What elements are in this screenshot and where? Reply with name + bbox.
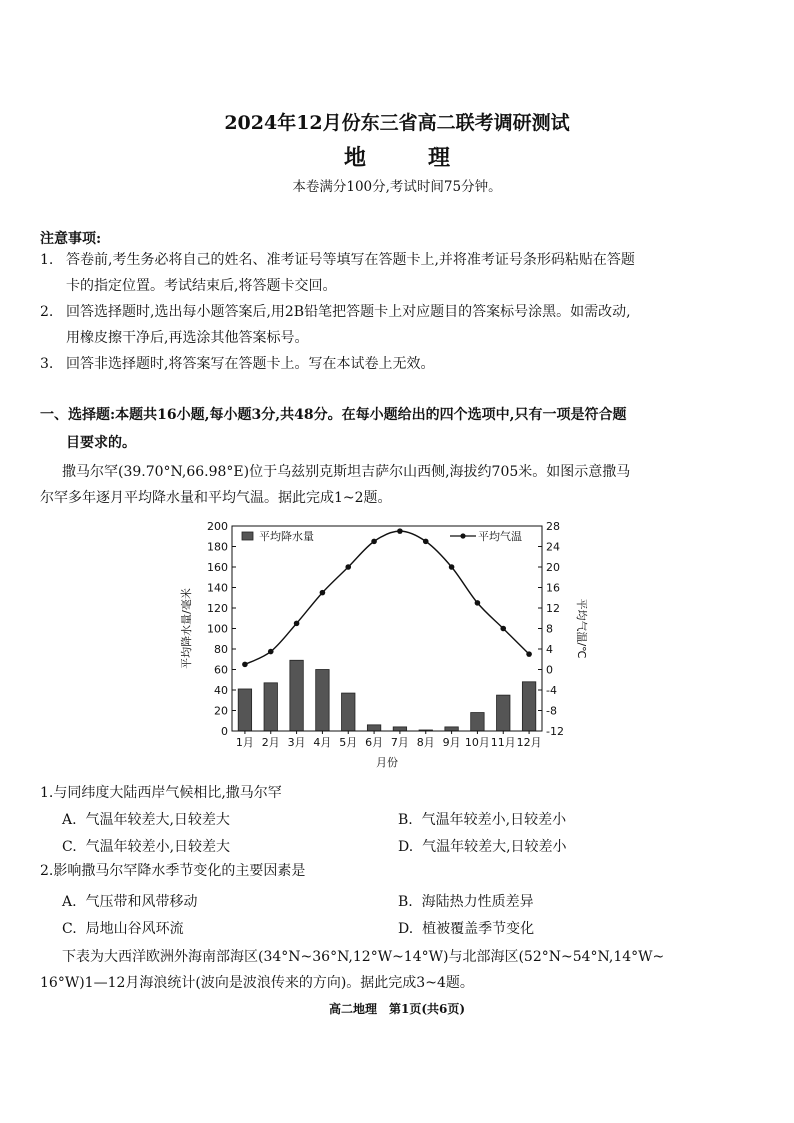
temperature-point: [268, 649, 274, 655]
left-tick-label: 140: [207, 581, 228, 595]
x-tick-label: 8月: [416, 736, 435, 749]
legend-temp-label: 平均气温: [478, 530, 522, 543]
x-tick-label: 4月: [313, 736, 332, 749]
option-text: 气温年较差小,日较差大: [85, 839, 231, 855]
option-label: D.: [398, 921, 414, 937]
question-1-stem: 1.与同纬度大陆西岸气候相比,撒马尔罕: [40, 785, 282, 801]
right-tick-label: -4: [546, 684, 557, 697]
option-label: D.: [398, 839, 414, 855]
option-label: A.: [62, 894, 77, 910]
question-1-option-c[interactable]: [62, 836, 230, 856]
legend-precip-label: 平均降水量: [259, 530, 314, 543]
precip-bar: [342, 693, 355, 731]
temperature-point: [345, 564, 351, 570]
temperature-point: [500, 626, 506, 632]
option-text: 局地山谷风环流: [85, 921, 184, 937]
option-label: C.: [62, 921, 77, 937]
passage-2-line1: 下表为大西洋欧洲外海南部海区(34°N~36°N,12°W~14°W)与北部海区(52°N~54°N,14°W~: [62, 949, 665, 965]
right-tick-label: 8: [546, 622, 553, 636]
left-tick-label: 100: [207, 622, 228, 636]
left-tick-label: 200: [207, 520, 228, 533]
temperature-point: [320, 590, 326, 596]
plot-frame: [232, 526, 542, 731]
x-axis-title: 月份: [376, 756, 398, 769]
notice-item-1-num: 1.: [40, 252, 54, 268]
temperature-point: [423, 539, 429, 545]
question-2-option-d[interactable]: [398, 918, 534, 938]
option-text: 气压带和风带移动: [85, 894, 198, 910]
notice-item-1-line2: 卡的指定位置。考试结束后,将答题卡交回。: [66, 278, 337, 294]
option-text: 海陆热力性质差异: [421, 894, 534, 910]
x-tick-label: 3月: [287, 736, 306, 749]
precip-bar: [522, 682, 535, 731]
section1-heading: 一、选择题:本题共16小题,每小题3分,共48分。在每小题给出的四个选项中,只有一项是符合题: [40, 407, 627, 423]
precip-bar: [367, 725, 380, 731]
legend-bar-swatch: [242, 532, 253, 540]
notice-item-3-line1: 回答非选择题时,将答案写在答题卡上。写在本试卷上无效。: [66, 356, 435, 372]
left-tick-label: 40: [214, 684, 228, 697]
temperature-point: [242, 662, 248, 668]
section1-heading-cont: 目要求的。: [66, 435, 136, 451]
question-1-option-a[interactable]: [62, 809, 230, 829]
notice-title: 注意事项:: [40, 231, 102, 247]
precip-bar: [497, 695, 510, 731]
temperature-line: [245, 531, 529, 664]
notice-item-1-line1: 答卷前,考生务必将自己的姓名、准考证号等填写在答题卡上,并将准考证号条形码粘贴在答题: [66, 252, 635, 268]
option-text: 气温年较差大,日较差大: [85, 812, 230, 828]
x-tick-label: 6月: [365, 736, 384, 749]
option-text: 植被覆盖季节变化: [422, 921, 535, 937]
right-tick-label: -8: [546, 704, 557, 718]
question-1-option-d[interactable]: [398, 836, 567, 856]
temperature-point: [397, 528, 403, 534]
left-tick-label: 180: [207, 540, 228, 554]
temperature-point: [449, 564, 455, 570]
x-tick-label: 2月: [261, 736, 280, 749]
x-tick-label: 9月: [442, 736, 461, 749]
score-time-line: 本卷满分100分,考试时间75分钟。: [292, 179, 502, 195]
left-tick-label: 80: [214, 643, 228, 656]
passage-1-line1: 撒马尔罕(39.70°N,66.98°E)位于乌兹别克斯坦吉萨尔山西侧,海拔约705米。如图示意撒马: [62, 464, 631, 480]
right-axis-title: 平均气温/℃: [575, 598, 588, 659]
option-label: C.: [62, 839, 77, 855]
question-2-option-b[interactable]: [398, 891, 534, 911]
legend-line-dot: [460, 533, 465, 538]
question-2-stem: 2.影响撒马尔罕降水季节变化的主要因素是: [40, 863, 306, 879]
x-tick-label: 10月: [464, 736, 490, 749]
right-tick-label: 20: [546, 561, 560, 574]
notice-item-2-line2: 用橡皮擦干净后,再选涂其他答案标号。: [66, 330, 309, 346]
precip-bar: [393, 727, 406, 731]
x-tick-label: 5月: [339, 736, 358, 749]
precip-bar: [471, 713, 484, 731]
precip-bar: [264, 683, 277, 731]
precip-bar: [290, 660, 303, 731]
passage-1-line2: 尔罕多年逐月平均降水量和平均气温。据此完成1~2题。: [40, 490, 392, 506]
temperature-point: [475, 600, 481, 606]
notice-item-3-num: 3.: [40, 356, 54, 372]
right-tick-label: 24: [546, 540, 560, 554]
option-label: A.: [62, 812, 77, 828]
precip-bar: [238, 689, 251, 731]
page-footer: 高二地理 第1页(共6页): [328, 1002, 466, 1016]
right-tick-label: 12: [546, 602, 560, 615]
x-tick-label: 11月: [490, 736, 516, 749]
temperature-point: [526, 651, 532, 657]
climate-chart: [150, 512, 610, 774]
right-tick-label: 0: [546, 663, 553, 677]
x-tick-label: 7月: [390, 736, 409, 749]
question-1-option-b[interactable]: [398, 809, 566, 829]
temperature-point: [294, 621, 300, 627]
subject-title: 地 理: [343, 145, 470, 171]
x-tick-label: 1月: [235, 736, 254, 749]
left-axis-title: 平均降水量/毫米: [180, 588, 193, 669]
x-tick-label: 12月: [516, 736, 542, 749]
notice-item-2-line1: 回答选择题时,选出每小题答案后,用2B铅笔把答题卡上对应题目的答案标号涂黑。如需改动,: [66, 304, 631, 320]
left-tick-label: 120: [207, 602, 228, 615]
left-tick-label: 160: [207, 561, 228, 574]
right-tick-label: 4: [546, 643, 553, 656]
right-tick-label: 16: [546, 581, 560, 595]
passage-2-line2: 16°W)1—12月海浪统计(波向是波浪传来的方向)。据此完成3~4题。: [40, 975, 474, 991]
precip-bar: [445, 727, 458, 731]
option-label: B.: [398, 894, 413, 910]
left-tick-label: 60: [214, 663, 228, 677]
option-label: B.: [398, 812, 413, 828]
option-text: 气温年较差大,日较差小: [422, 839, 567, 855]
notice-item-2-num: 2.: [40, 304, 54, 320]
question-2-option-c[interactable]: [62, 918, 184, 938]
left-tick-label: 0: [221, 725, 228, 738]
precip-bar: [316, 670, 329, 732]
exam-title: 2024年12月份东三省高二联考调研测试: [224, 112, 570, 134]
left-tick-label: 20: [214, 704, 228, 718]
right-tick-label: -12: [546, 725, 564, 738]
right-tick-label: 28: [546, 520, 560, 533]
option-text: 气温年较差小,日较差小: [421, 812, 567, 828]
question-2-option-a[interactable]: [62, 891, 197, 911]
temperature-point: [371, 539, 377, 545]
